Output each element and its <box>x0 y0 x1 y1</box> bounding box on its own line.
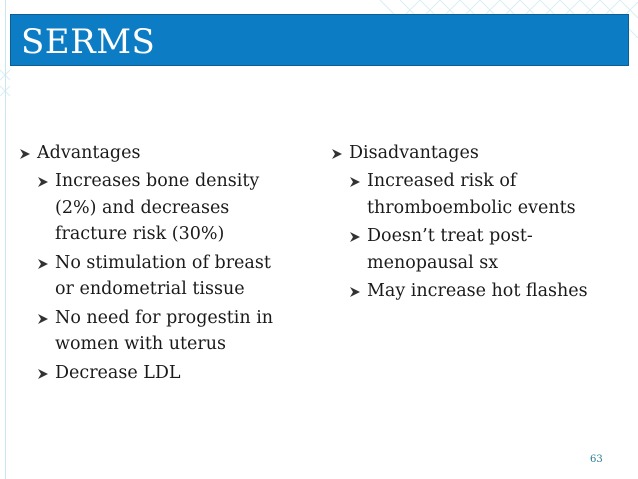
list-item <box>348 223 630 276</box>
arrow-bullet-icon <box>36 305 51 331</box>
list-item-text: Increases bone density (2%) and decreases fracture risk (30%) <box>55 171 260 244</box>
disadvantages-list <box>330 168 630 305</box>
arrow-bullet-icon <box>18 140 33 166</box>
page-number: 63 <box>590 454 603 465</box>
advantages-heading: Advantages <box>37 143 141 163</box>
list-item <box>348 278 630 305</box>
disadvantages-heading-item <box>330 140 630 166</box>
list-item <box>36 250 318 303</box>
list-item <box>36 168 318 248</box>
title-bar <box>10 14 629 66</box>
arrow-bullet-icon <box>348 223 363 249</box>
list-item-text: Increased risk of thromboembolic events <box>367 171 576 218</box>
list-item-text: No need for progestin in women with uterus <box>55 307 274 354</box>
disadvantages-column <box>330 140 630 307</box>
arrow-bullet-icon <box>330 140 345 166</box>
arrow-bullet-icon <box>36 360 51 386</box>
advantages-column <box>18 140 318 388</box>
list-item <box>348 168 630 221</box>
list-item-text: Doesn’t treat post-menopausal sx <box>367 226 533 273</box>
list-item-text: No stimulation of breast or endometrial tissue <box>55 252 271 299</box>
slide-title: SERMS <box>21 22 156 62</box>
list-item <box>36 360 318 387</box>
arrow-bullet-icon <box>348 278 363 304</box>
arrow-bullet-icon <box>36 168 51 194</box>
list-item-text: May increase hot flashes <box>367 281 588 301</box>
advantages-heading-item <box>18 140 318 166</box>
disadvantages-heading: Disadvantages <box>349 143 479 163</box>
list-item-text: Decrease LDL <box>55 362 181 383</box>
advantages-list <box>18 168 318 386</box>
left-accent-line <box>5 0 6 479</box>
list-item <box>36 305 318 358</box>
arrow-bullet-icon <box>348 168 363 194</box>
arrow-bullet-icon <box>36 250 51 276</box>
